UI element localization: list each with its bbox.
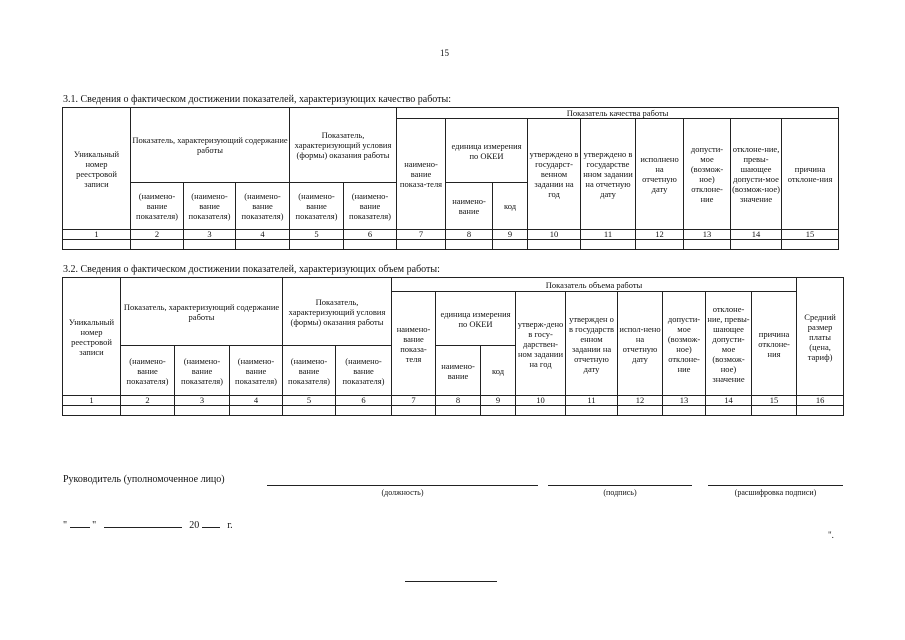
col-number: 6 xyxy=(336,396,392,406)
col-number: 1 xyxy=(63,230,131,240)
col-number: 6 xyxy=(344,230,397,240)
col-number: 5 xyxy=(283,396,336,406)
table-row xyxy=(63,406,844,416)
col-number: 7 xyxy=(392,396,436,406)
position-caption: (должность) xyxy=(381,488,424,497)
col-number: 8 xyxy=(446,230,493,240)
header-sub-2: (наимено-вание показателя) xyxy=(131,183,184,230)
col-number: 13 xyxy=(684,230,731,240)
col-number: 7 xyxy=(397,230,446,240)
col-number: 10 xyxy=(528,230,581,240)
day-field[interactable] xyxy=(70,517,90,528)
col-number: 4 xyxy=(230,396,283,406)
header-unit-code: код xyxy=(481,346,516,396)
header-allowed-deviation: допусти-мое (возмож-ное) отклоне-ние xyxy=(684,119,731,230)
col-number: 10 xyxy=(516,396,566,406)
header-sub-3: (наимено-вание показателя) xyxy=(184,183,236,230)
header-unique-number: Уникальный номер реестровой записи xyxy=(63,278,121,396)
year-prefix: 20 xyxy=(189,520,200,531)
header-indicator-name: наимено-вание показа-теля xyxy=(392,292,436,396)
header-volume-indicator: Показатель объема работы xyxy=(392,278,797,292)
date-close-quote: " xyxy=(92,520,97,531)
header-sub-5: (наимено-вание показателя) xyxy=(283,346,336,396)
header-unit-name: наимено-вание xyxy=(446,183,493,230)
header-sub-2: (наимено-вание показателя) xyxy=(121,346,175,396)
date-open-quote: " xyxy=(63,520,68,531)
section-3-1-title: 3.1. Сведения о фактическом достижении показателей, характеризующих качество работы: xyxy=(63,94,452,105)
col-number: 13 xyxy=(663,396,706,406)
section-3-2-title: 3.2. Сведения о фактическом достижении показателей, характеризующих объем работы: xyxy=(63,264,440,275)
header-sub-6: (наимено-вание показателя) xyxy=(336,346,392,396)
header-unit: единица измерения по ОКЕИ xyxy=(436,292,516,346)
header-done: исполнено на отчетную дату xyxy=(636,119,684,230)
page-number: 15 xyxy=(440,48,449,58)
closing-mark: ". xyxy=(828,530,834,540)
col-number: 1 xyxy=(63,396,121,406)
header-sub-6: (наимено-вание показателя) xyxy=(344,183,397,230)
col-number: 2 xyxy=(121,396,175,406)
col-number: 3 xyxy=(184,230,236,240)
col-number: 11 xyxy=(566,396,618,406)
col-number: 16 xyxy=(797,396,844,406)
decode-caption: (расшифровка подписи) xyxy=(734,488,817,497)
header-sub-3: (наимено-вание показателя) xyxy=(175,346,230,396)
header-sub-5: (наимено-вание показателя) xyxy=(290,183,344,230)
col-number: 9 xyxy=(493,230,528,240)
decode-line[interactable] xyxy=(708,485,843,486)
col-number: 11 xyxy=(581,230,636,240)
header-deviation-reason: причина отклоне-ния xyxy=(752,292,797,396)
col-number: 15 xyxy=(752,396,797,406)
header-unit-name: наимено-вание xyxy=(436,346,481,396)
col-number: 12 xyxy=(636,230,684,240)
signature-line[interactable] xyxy=(548,485,692,486)
header-indicator-name: наимено-вание показа-теля xyxy=(397,119,446,230)
col-number: 8 xyxy=(436,396,481,406)
header-approved-date: утверждено в государстве нном задании на отчетную дату xyxy=(581,119,636,230)
header-exceeding-deviation: отклоне-ние, превы-шающее допусти-мое (возмож-ное) значение xyxy=(731,119,782,230)
year-field[interactable] xyxy=(202,517,220,528)
position-line[interactable] xyxy=(267,485,538,486)
header-unit: единица измерения по ОКЕИ xyxy=(446,119,528,183)
col-number: 2 xyxy=(131,230,184,240)
header-approved-year: утверж-дено в госу-дарствен-ном задании на год xyxy=(516,292,566,396)
header-condition-indicator: Показатель, характеризующий условия (формы) оказания работы xyxy=(290,108,397,183)
header-average-price: Средний размер платы (цена, тариф) xyxy=(797,278,844,396)
header-allowed-deviation: допусти-мое (возмож-ное) отклоне-ние xyxy=(663,292,706,396)
col-number: 12 xyxy=(618,396,663,406)
header-unit-code: код xyxy=(493,183,528,230)
volume-table xyxy=(62,277,844,416)
quality-table xyxy=(62,107,839,250)
footnote-separator xyxy=(405,581,497,582)
header-quality-indicator: Показатель качества работы xyxy=(397,108,839,119)
header-unique-number: Уникальный номер реестровой записи xyxy=(63,108,131,230)
header-approved-date: утвержден о в государств енном задании на отчетную дату xyxy=(566,292,618,396)
col-number: 14 xyxy=(731,230,782,240)
signature-caption: (подпись) xyxy=(603,488,637,497)
col-number: 9 xyxy=(481,396,516,406)
col-number: 5 xyxy=(290,230,344,240)
year-suffix: г. xyxy=(227,520,233,531)
col-number: 3 xyxy=(175,396,230,406)
header-done: испол-нено на отчетную дату xyxy=(618,292,663,396)
header-content-indicator: Показатель, характеризующий содержание работы xyxy=(131,108,290,183)
header-approved-year: утверждено в государст-венном задании на год xyxy=(528,119,581,230)
header-deviation-reason: причина отклоне-ния xyxy=(782,119,839,230)
signature-label: Руководитель (уполномоченное лицо) xyxy=(63,474,225,485)
header-sub-4: (наимено-вание показателя) xyxy=(236,183,290,230)
header-exceeding-deviation: отклоне-ние, превы-шающее допусти-мое (возмож-ное) значение xyxy=(706,292,752,396)
col-number: 4 xyxy=(236,230,290,240)
table-row xyxy=(63,240,839,250)
header-sub-4: (наимено-вание показателя) xyxy=(230,346,283,396)
month-field[interactable] xyxy=(104,517,182,528)
col-number: 14 xyxy=(706,396,752,406)
col-number: 15 xyxy=(782,230,839,240)
header-condition-indicator: Показатель, характеризующий условия (формы) оказания работы xyxy=(283,278,392,346)
date-line xyxy=(63,517,233,531)
header-content-indicator: Показатель, характеризующий содержание работы xyxy=(121,278,283,346)
